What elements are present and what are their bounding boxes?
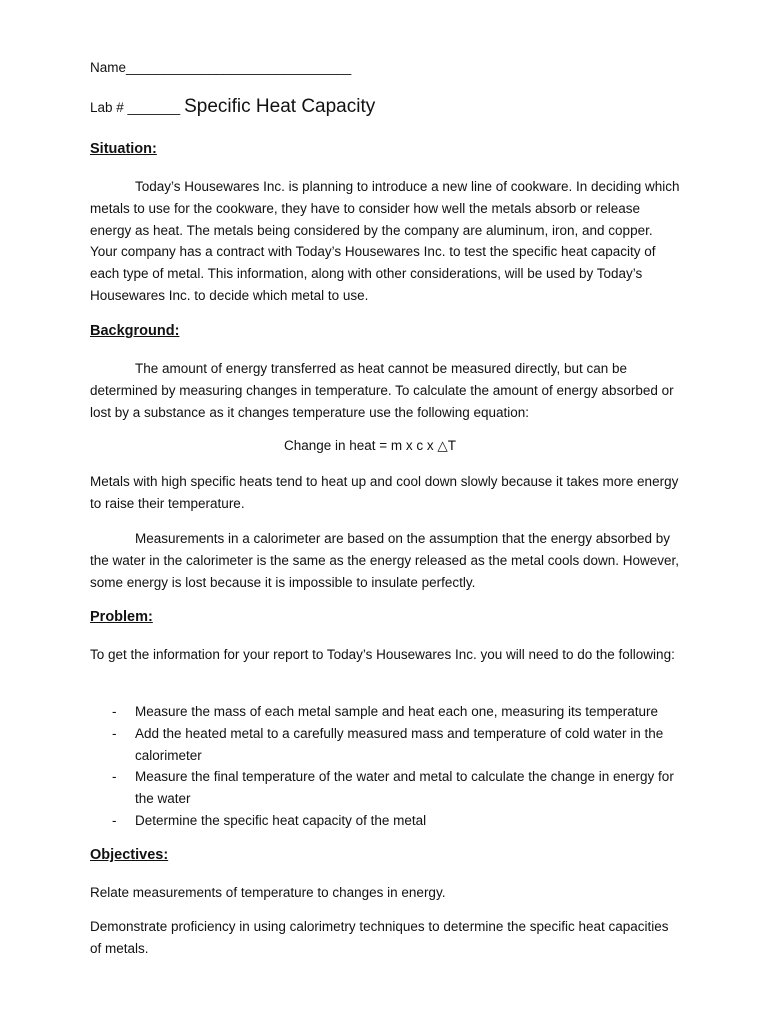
objective-item-1: Relate measurements of temperature to changes in energy. (90, 885, 446, 900)
list-item-text: Determine the specific heat capacity of the metal (135, 812, 427, 828)
background-paragraph-2: Metals with high specific heats tend to heat up and cool down slowly because it takes more energy to raise their temperature. (90, 474, 679, 511)
situation-paragraph: Today’s Housewares Inc. is planning to introduce a new line of cookware. In deciding which metals to use for the cookware, they have to consider how well the metals absorb or release energy as heat. The metals being considered by the company are aluminum, iron, and copper. Your company has a contract with Today’s Housewares Inc. to test the specific heat capacity of each type of metal. This information, along with other considerations, will be used by Today’s Housewares Inc. to decide which metal to use. (90, 179, 680, 303)
list-item-text: Add the heated metal to a carefully measured mass and temperature of cold water in the calorimeter (135, 725, 664, 763)
list-item (90, 766, 690, 810)
list-item-text: Measure the mass of each metal sample and heat each one, measuring its temperature (135, 704, 659, 719)
bullet-marker: - (112, 725, 117, 741)
list-item (90, 723, 690, 767)
list-item-text: Measure the final temperature of the water and metal to calculate the change in energy for the water (135, 769, 674, 807)
objectives-heading: Objectives: (90, 847, 169, 863)
bullet-marker: - (112, 769, 117, 785)
heat-equation: Change in heat = m x c x △T (283, 438, 457, 453)
objective-item-2: Demonstrate proficiency in using calorimetry techniques to determine the specific heat capacities of metals. (90, 919, 669, 956)
problem-intro: To get the information for your report to Today’s Housewares Inc. you will need to do the following: (90, 647, 675, 662)
problem-steps-list (90, 701, 690, 832)
problem-heading: Problem: (90, 609, 153, 625)
lab-number-line: Lab # _______ (90, 100, 181, 115)
bullet-marker: - (112, 812, 117, 828)
list-item (90, 701, 690, 723)
background-paragraph-3: Measurements in a calorimeter are based on the assumption that the energy absorbed by the water in the calorimeter is the same as the energy released as the metal cools down. However, some energy is lost because it is impossible to insulate perfectly. (90, 531, 680, 590)
background-heading: Background: (90, 323, 180, 339)
situation-heading: Situation: (90, 141, 157, 157)
bullet-marker: - (112, 704, 117, 719)
background-paragraph-1: The amount of energy transferred as heat cannot be measured directly, but can be determined by measuring changes in temperature. To calculate the amount of energy absorbed or lost by a substance as it changes temperature use the following equation: (90, 361, 674, 420)
lab-title-line (90, 96, 375, 118)
list-item (90, 810, 690, 832)
document-title: Specific Heat Capacity (184, 96, 376, 117)
name-field-line: Name______________________________ (90, 60, 352, 75)
